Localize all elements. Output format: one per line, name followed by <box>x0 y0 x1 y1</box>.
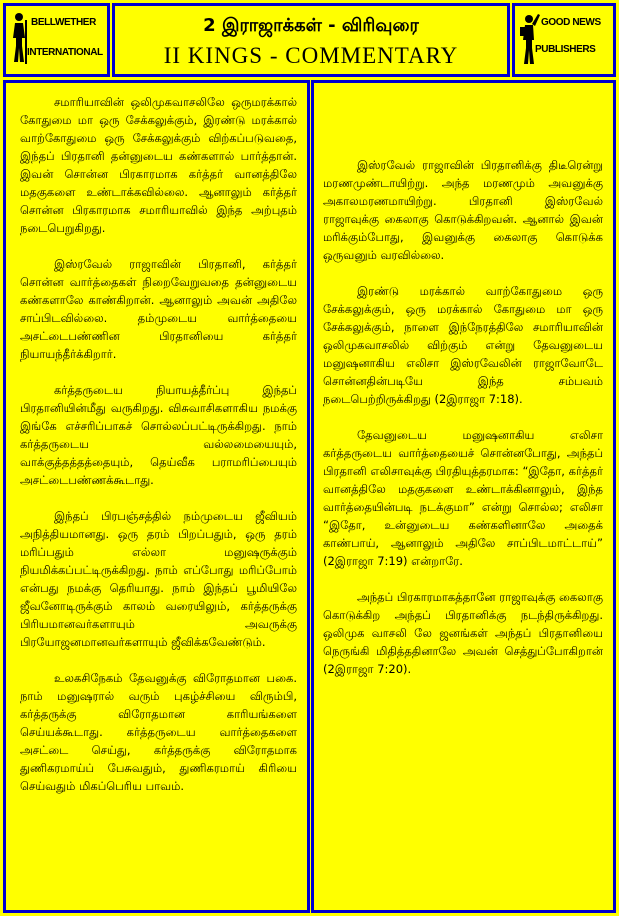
paragraph: இஸ்ரவேல் ராஜாவின் பிரதானி, கர்த்தர் சொன்ன வார்த்தைகள் நிறைவேறுவதை தன்னுடைய கண்களாலே காண்கிறான். ஆனாலும் அவன் அதிலே சாப்பிடவில்லை. தம்முடைய வார்த்தையை அசட்டைபண்ணின பிரதானியை கர்த்தர் நியாயந்தீர்க்கிறார். <box>20 257 297 361</box>
bellwether-logo <box>3 3 110 77</box>
good-news-logo-line1: GOOD NEWS <box>541 17 601 28</box>
paragraph: உலகசிநேகம் தேவனுக்கு விரோதமான பகை. நாம் மனுஷரால் வரும் புகழ்ச்சியை விரும்பி, கர்த்தருக்கு விரோதமான காரியங்களை செய்யக்கூடாது. கர்த்தருடைய வார்த்தைகளை அசட்டை செய்து, கர்த்தருக்கு விரோதமாக துணிகரமாய்ப் பேசுவதும், துணிகரமாய் கிரியை செய்வதும் மிகப்பெரிய பாவம். <box>20 671 297 793</box>
bellwether-figure-icon <box>9 12 29 64</box>
right-text-column <box>311 80 616 913</box>
left-text-column <box>3 80 310 913</box>
paragraph: இந்தப் பிரபஞ்சத்தில் நம்முடைய ஜீவியம் அநித்தியமானது. ஒரு தரம் பிறப்பதும், ஒரு தரம் மரிப்பதும் எல்லா மனுஷருக்கும் நியமிக்கப்பட்டிருக்கிறது. நாம் எப்போது மரிப்போம் என்பது நமக்கு தெரியாது. நாம் இந்தப் பூமியிலே ஜீவனோடிருக்கும் காலம் வரையிலும், கர்த்தருக்கு பிரியமானவர்களாயும் அவருக்கு பிரயோஜனமானவர்களாயும் ஜீவிக்கவேண்டும். <box>20 509 297 649</box>
good-news-logo <box>512 3 616 77</box>
good-news-figure-icon <box>520 12 540 66</box>
paragraph: இஸ்ரவேல் ராஜாவின் பிரதானிக்கு திடீரென்று மரணமுண்டாயிற்று. அந்த மரணமும் அவனுக்கு அகாலமரணமாயிற்று. பிரதானி இஸ்ரவேல் ராஜாவுக்கு கைலாகு கொடுக்கிறவன். ஆனால் இவன் மரிக்கும்போது, இவனுக்கு கைலாகு கொடுக்க ஒருவனும் வரவில்லை. <box>323 158 603 262</box>
good-news-logo-line2: PUBLISHERS <box>535 44 596 55</box>
bellwether-logo-line2: INTERNATIONAL <box>27 47 103 58</box>
page-title-tamil: 2 இராஜாக்கள் - விரிவுரை <box>203 15 419 36</box>
paragraph: சமாரியாவின் ஒலிமுகவாசலிலே ஒருமரக்கால் கோதுமை மா ஒரு சேக்கலுக்கும், இரண்டு மரக்கால் வாற்கோதுமை ஒரு சேக்கலுக்கும் விற்கப்படுவதை, இந்தப் பிரதானி தன்னுடைய கண்களால் பார்த்தான். இவன் சொன்ன பிரகாரமாக கர்த்தர் வானத்திலே மதகுகளை உண்டாக்கவில்லை. ஆனாலும் கர்த்தர் சொன்ன பிரகாரமாக சமாரியாவில் இந்த அற்புதம் நடைபெறுகிறது. <box>20 95 297 235</box>
paragraph: கர்த்தருடைய நியாயத்தீர்ப்பு இந்தப் பிரதானியின்மீது வருகிறது. விசுவாசிகளாகிய நமக்கு இங்கே எச்சரிப்பாகச் சொல்லப்பட்டிருக்கிறது. நாம் கர்த்தருடைய வல்லமையையும், வாக்குத்தத்தத்தையும், தெய்வீக பராமரிப்பையும் அசட்டைபண்ணக்கூடாது. <box>20 383 297 487</box>
title-banner <box>112 3 510 77</box>
paragraph: தேவனுடைய மனுஷனாகிய எலிசா கர்த்தருடைய வார்த்தையைச் சொன்னபோது, அந்தப் பிரதானி எலிசாவுக்கு பிரதியுத்தரமாக: “இதோ, கர்த்தர் வானத்திலே மதகுகளை உண்டாக்கினாலும், இந்த வார்த்தையின்படி நடக்குமா” என்று சொல்ல; எலிசா “இதோ, உன்னுடைய கண்களினாலே அதைக் காண்பாய், ஆனாலும் அதிலே சாப்பிடமாட்டாய்” (2இராஜா 7:19) என்றாரே. <box>323 428 603 568</box>
paragraph: இரண்டு மரக்கால் வாற்கோதுமை ஒரு சேக்கலுக்கும், ஒரு மரக்கால் கோதுமை மா ஒரு சேக்கலுக்கும், நாளை இந்நேரத்திலே சமாரியாவின் ஒலிமுகவாசலில் விற்கும் என்று தேவனுடைய மனுஷனாகிய எலிசா இஸ்ரவேலின் ராஜாவோடே சொன்னதின்படியே இந்த சம்பவம் நடைபெற்றிருக்கிறது (2இராஜா 7:18). <box>323 284 603 406</box>
paragraph: அந்தப் பிரகாரமாகத்தானே ராஜாவுக்கு கைலாகு கொடுக்கிற அந்தப் பிரதானிக்கு நடந்திருக்கிறது. ஒலிமுக வாசலி லே ஜனங்கள் அந்தப் பிரதானியை நெருங்கி மிதித்ததினாலே அவன் செத்துப்போகிறான் (2இராஜா 7:20). <box>323 590 603 676</box>
page-title-english: II KINGS - COMMENTARY <box>163 43 459 68</box>
bellwether-logo-line1: BELLWETHER <box>31 17 96 28</box>
